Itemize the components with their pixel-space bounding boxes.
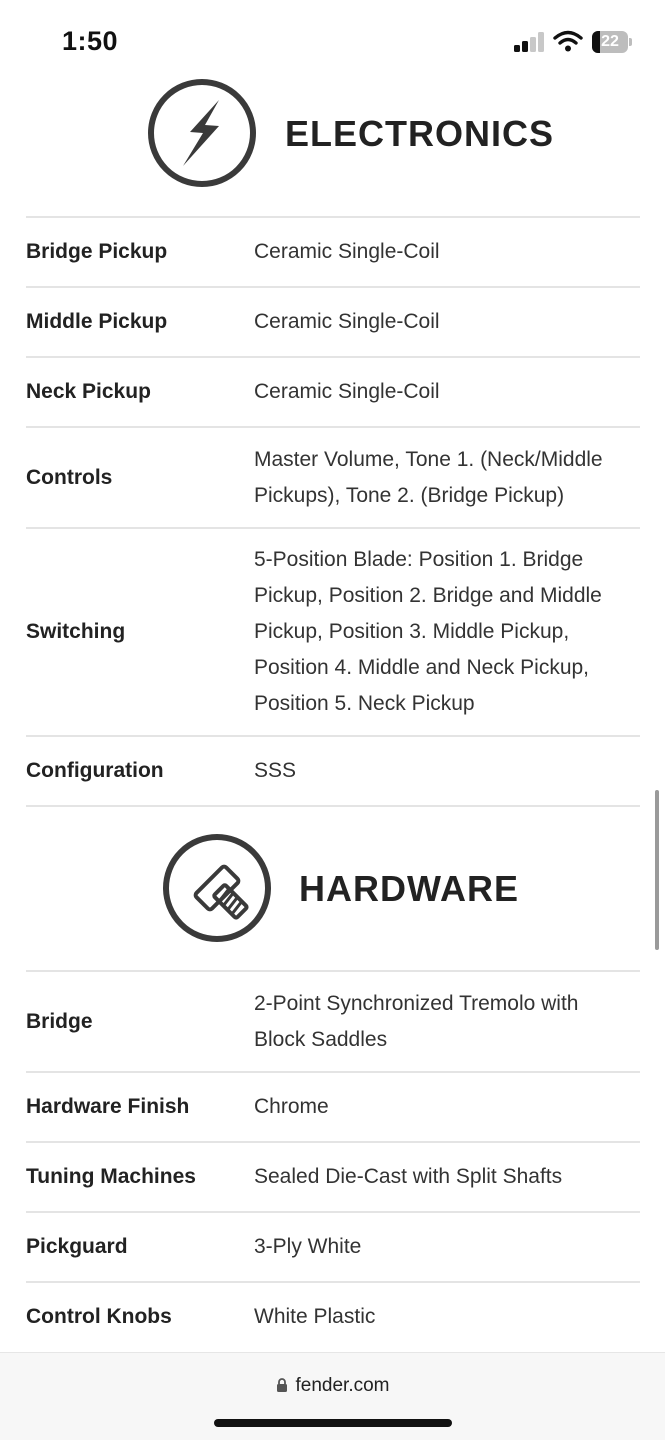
spec-value: SSS xyxy=(254,759,297,782)
section-title: ELECTRONICS xyxy=(285,113,555,154)
spec-row xyxy=(26,426,640,527)
status-bar xyxy=(0,0,665,80)
divider xyxy=(26,805,640,807)
spec-label: Switching xyxy=(26,620,126,643)
spec-row xyxy=(26,216,640,286)
status-time: 1:50 xyxy=(62,26,119,56)
section-title: HARDWARE xyxy=(299,868,519,909)
spec-value: Sealed Die-Cast with Split Shafts xyxy=(254,1165,563,1188)
spec-label: Tuning Machines xyxy=(26,1165,196,1188)
spec-row xyxy=(26,286,640,356)
spec-value: Ceramic Single-Coil xyxy=(254,240,440,263)
battery-icon xyxy=(592,31,632,53)
spec-row xyxy=(26,527,640,735)
spec-label: Controls xyxy=(26,465,113,489)
wifi-icon xyxy=(553,30,583,52)
spec-label: Configuration xyxy=(26,759,164,782)
browser-address-bar[interactable] xyxy=(0,1352,665,1440)
section-header-electronics xyxy=(0,78,665,190)
scrollbar[interactable] xyxy=(655,790,659,950)
spec-row xyxy=(26,735,640,805)
spec-value: 5-Position Blade: Position 1. Bridge Pickup, Position 2. Bridge and Middle Pickup, Position 3. Middle Pickup, Position 4. Middle and Neck Pickup, Position 5. Neck Pickup xyxy=(254,548,602,715)
spec-value: White Plastic xyxy=(254,1305,376,1328)
spec-value: 2-Point Synchronized Tremolo with Block Saddles xyxy=(254,991,579,1051)
spec-label: Hardware Finish xyxy=(26,1095,190,1118)
battery-level: 22 xyxy=(601,33,619,50)
lock-icon xyxy=(276,1378,288,1392)
spec-label: Pickguard xyxy=(26,1235,128,1258)
url-display[interactable] xyxy=(0,1375,665,1397)
spec-value: Chrome xyxy=(254,1095,329,1118)
spec-row xyxy=(26,1141,640,1211)
spec-label: Bridge xyxy=(26,1009,93,1033)
cellular-signal-icon xyxy=(514,32,546,52)
spec-label: Control Knobs xyxy=(26,1305,172,1328)
spec-row xyxy=(26,356,640,426)
lightning-bolt-icon xyxy=(147,78,257,188)
spec-value: Ceramic Single-Coil xyxy=(254,380,440,403)
spec-label: Bridge Pickup xyxy=(26,240,168,263)
spec-row xyxy=(26,1211,640,1281)
bolt-screw-icon xyxy=(162,833,272,943)
home-indicator[interactable] xyxy=(214,1419,452,1427)
spec-value: Ceramic Single-Coil xyxy=(254,310,440,333)
url-text: fender.com xyxy=(295,1375,390,1396)
spec-row xyxy=(26,1071,640,1141)
spec-row xyxy=(26,970,640,1071)
spec-row xyxy=(26,1281,640,1351)
spec-value: 3-Ply White xyxy=(254,1235,362,1258)
spec-label: Middle Pickup xyxy=(26,310,168,333)
spec-value: Master Volume, Tone 1. (Neck/Middle Pickups), Tone 2. (Bridge Pickup) xyxy=(254,447,603,507)
spec-label: Neck Pickup xyxy=(26,380,151,403)
section-header-hardware xyxy=(0,833,665,943)
